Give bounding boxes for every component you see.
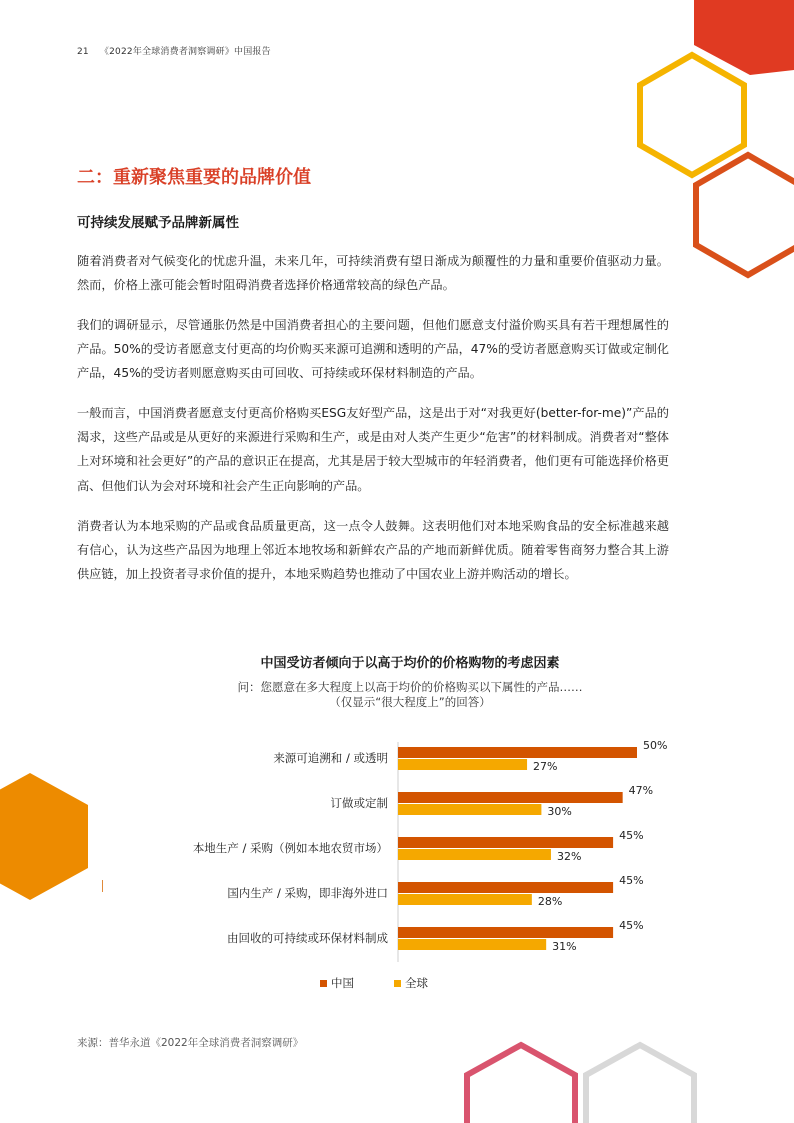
paragraph-2: 我们的调研显示，尽管通胀仍然是中国消费者担心的主要问题，但他们愿意支付溢价购买具有若干理想属性的产品。50%的受访者愿意支付更高的均价购买来源可追溯和透明的产品，47%的受访者愿意购买订做或定制化产品，45%的受访者则愿意购买由可回收、可持续或环保材料制造的产品。 — [77, 318, 669, 381]
legend-label-global: 全球 — [405, 976, 428, 990]
category-label: 本地生产 / 采购（例如本地农贸市场） — [192, 841, 388, 855]
value-label-global: 32% — [556, 850, 582, 863]
value-label-china: 50% — [643, 739, 668, 752]
legend-swatch-global — [394, 980, 401, 987]
report-title: 《2022年全球消费者洞察调研》中国报告 — [99, 47, 271, 57]
category-label: 国内生产 / 采购，即非海外进口 — [227, 886, 388, 900]
paragraph-1: 随着消费者对气候变化的忧虑升温，未来几年，可持续消费有望日渐成为颠覆性的力量和重要价值驱动力量。然而，价格上涨可能会暂时阻碍消费者选择价格通常较高的绿色产品。 — [77, 254, 669, 293]
value-label-china: 47% — [628, 784, 654, 797]
value-label-china: 45% — [619, 874, 644, 887]
chart-legend — [320, 975, 428, 991]
value-label-global: 30% — [547, 805, 572, 818]
bar-china — [398, 882, 613, 893]
chart-subtitle: 问：您愿意在多大程度上以高于均价的价格购买以下属性的产品…… — [237, 680, 583, 694]
bar-china — [398, 792, 623, 803]
category-label: 订做或定制 — [330, 796, 388, 810]
paragraph-4: 消费者认为本地采购的产品或食品质量更高，这一点令人鼓舞。这表明他们对本地采购食品的安全标准越来越有信心，认为这些产品因为地理上邻近本地牧场和新鲜农产品的产地而新鲜优质。随着零售商努力整合其上游供应链，加上投资者寻求价值的提升，本地采购趋势也推动了中国农业上游并购活动的增长。 — [77, 519, 669, 582]
sub-title: 可持续发展赋予品牌新属性 — [77, 215, 239, 231]
value-label-china: 45% — [619, 829, 644, 842]
legend-swatch-china — [320, 980, 327, 987]
value-label-global: 31% — [552, 940, 577, 953]
paragraph-3: 一般而言，中国消费者愿意支付更高价格购买ESG友好型产品，这是出于对“对我更好(better-for-me)”产品的渴求，这些产品或是从更好的来源进行采购和生产，或是由对人类产生更少“危害”的材料制成。消费者对“整体上对环境和社会更好”的产品的意识正在提高，尤其是居于较大型城市的年轻消费者，他们更有可能选择价格更高、但他们认为会对环境和社会产生正向影响的产品。 — [77, 406, 669, 493]
source-note: 来源：普华永道《2022年全球消费者洞察调研》 — [77, 1037, 304, 1049]
section-title: 二：重新聚焦重要的品牌价值 — [77, 167, 311, 188]
bar-china — [398, 837, 613, 848]
category-label: 来源可追溯和 / 或透明 — [273, 751, 388, 765]
legend-label-china: 中国 — [331, 976, 354, 990]
bar-global — [398, 804, 541, 815]
legend-item-china — [320, 975, 354, 991]
chart-note: （仅显示“很大程度上”的回答） — [329, 695, 491, 709]
bar-global — [398, 849, 551, 860]
bar-global — [398, 894, 532, 905]
value-label-china: 45% — [619, 919, 644, 932]
value-label-global: 27% — [533, 760, 558, 773]
legend-item-global — [394, 975, 428, 991]
bar-china — [398, 747, 637, 758]
bar-global — [398, 759, 527, 770]
page-number: 21 — [77, 47, 89, 57]
bar-global — [398, 939, 546, 950]
chart-title: 中国受访者倾向于以高于均价的价格购物的考虑因素 — [260, 656, 560, 671]
category-label: 由回收的可持续或环保材料制成 — [227, 931, 388, 945]
value-label-global: 28% — [537, 895, 563, 908]
bar-china — [398, 927, 613, 938]
